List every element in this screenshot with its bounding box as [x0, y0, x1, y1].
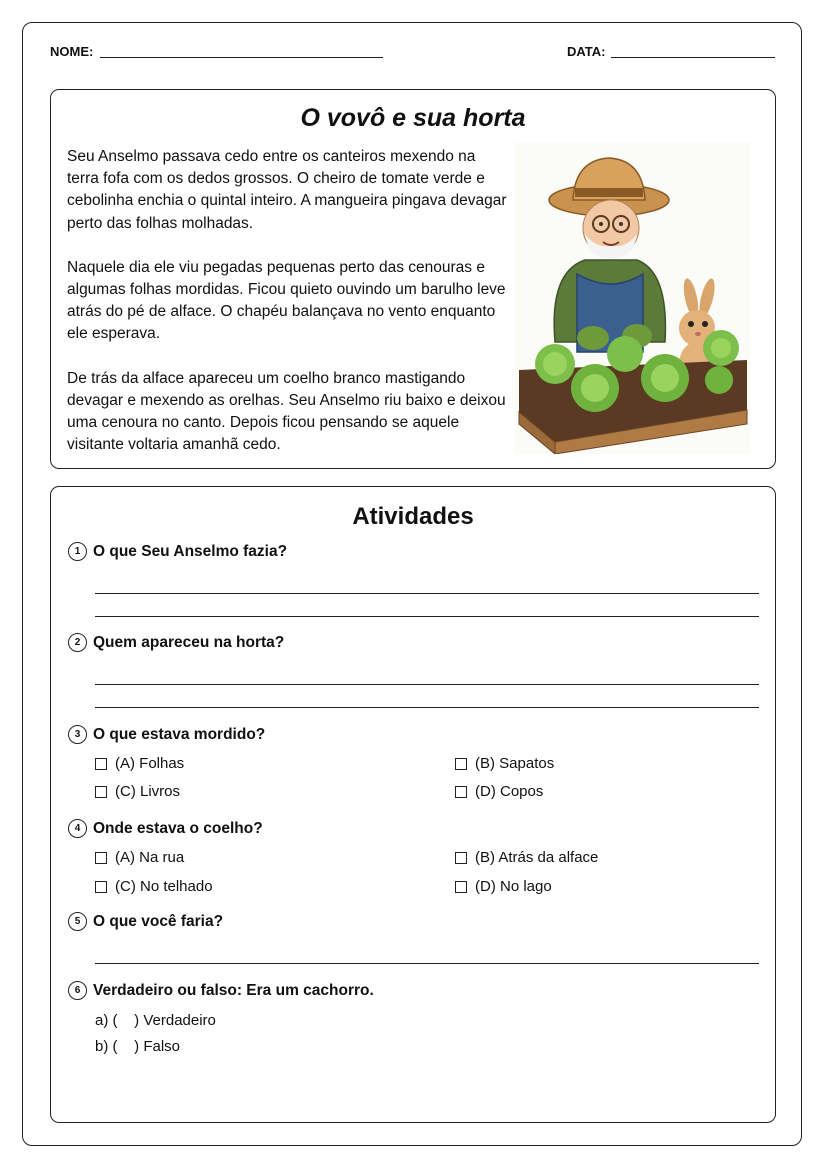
option-a[interactable] — [95, 849, 184, 866]
story-paragraph-3: De trás da alface apareceu um coelho branco mastigando devagar e mexendo as orelhas. Seu Anselmo riu baixo e deixou uma cenoura no canto. Depois ficou pensando se aquele visitante voltaria amanhã cedo. — [67, 369, 506, 454]
option-label: (A) Folhas — [115, 755, 185, 772]
option-d[interactable] — [455, 878, 552, 895]
checkbox[interactable] — [95, 786, 107, 798]
option-b[interactable] — [455, 849, 598, 866]
name-field[interactable] — [100, 57, 383, 58]
option-label: (A) Na rua — [115, 849, 185, 866]
question-text: O que Seu Anselmo fazia? — [93, 542, 288, 560]
option-c[interactable] — [95, 878, 213, 895]
option-a[interactable] — [95, 755, 184, 772]
activities-section — [50, 486, 776, 1123]
question-3 — [68, 725, 265, 744]
question-text: O que você faria? — [93, 912, 224, 930]
option-c[interactable] — [95, 783, 180, 800]
question-number: 4 — [68, 819, 87, 838]
story-paragraph-2: Naquele dia ele viu pegadas pequenas perto das cenouras e algumas folhas mordidas. Ficou quieto ouvindo um barulho leve atrás do pé de alface. O chapéu balançava no vento enquanto ele esperava. — [67, 258, 506, 343]
option-label: (D) No lago — [475, 878, 552, 895]
checkbox[interactable] — [95, 758, 107, 770]
answer-line[interactable] — [95, 593, 759, 594]
option-label: (C) Livros — [115, 783, 181, 800]
checkbox[interactable] — [455, 852, 467, 864]
option-label: (D) Copos — [475, 783, 544, 800]
answer-line[interactable] — [95, 963, 759, 964]
question-5 — [68, 912, 223, 931]
checkbox[interactable] — [455, 786, 467, 798]
grandpa-garden-illustration — [515, 142, 751, 454]
answer-line[interactable] — [95, 684, 759, 685]
date-field[interactable] — [611, 57, 775, 58]
checkbox[interactable] — [95, 852, 107, 864]
question-number: 1 — [68, 542, 87, 561]
checkbox[interactable] — [455, 758, 467, 770]
question-1 — [68, 542, 287, 561]
story-text — [67, 146, 507, 478]
story-section — [50, 89, 776, 469]
story-paragraph-1: Seu Anselmo passava cedo entre os canteiros mexendo na terra fofa com os dedos grossos. O cheiro de tomate verde e cebolinha enchia o quintal inteiro. A mangueira pingava devagar perto das folhas molhadas. — [67, 148, 507, 232]
checkbox[interactable] — [455, 881, 467, 893]
question-4 — [68, 819, 263, 838]
question-number: 3 — [68, 725, 87, 744]
date-label: DATA: — [567, 44, 606, 59]
question-text: Verdadeiro ou falso: Era um cachorro. — [93, 981, 374, 999]
answer-line[interactable] — [95, 616, 759, 617]
question-2 — [68, 633, 284, 652]
question-number: 6 — [68, 981, 87, 1000]
option-label: (B) Sapatos — [475, 755, 555, 772]
question-number: 5 — [68, 912, 87, 931]
question-text: Onde estava o coelho? — [93, 819, 263, 837]
question-text: Quem apareceu na horta? — [93, 633, 285, 651]
question-number: 2 — [68, 633, 87, 652]
name-label: NOME: — [50, 44, 94, 59]
option-d[interactable] — [455, 783, 543, 800]
true-option[interactable]: a) ( ) Verdadeiro — [95, 1012, 216, 1029]
option-b[interactable] — [455, 755, 554, 772]
activities-title: Atividades — [352, 503, 474, 530]
answer-line[interactable] — [95, 707, 759, 708]
false-option[interactable]: b) ( ) Falso — [95, 1038, 181, 1055]
story-title: O vovô e sua horta — [300, 104, 526, 132]
question-text: O que estava mordido? — [93, 725, 266, 743]
question-6 — [68, 981, 374, 1000]
option-label: (B) Atrás da alface — [475, 849, 599, 866]
checkbox[interactable] — [95, 881, 107, 893]
option-label: (C) No telhado — [115, 878, 213, 895]
